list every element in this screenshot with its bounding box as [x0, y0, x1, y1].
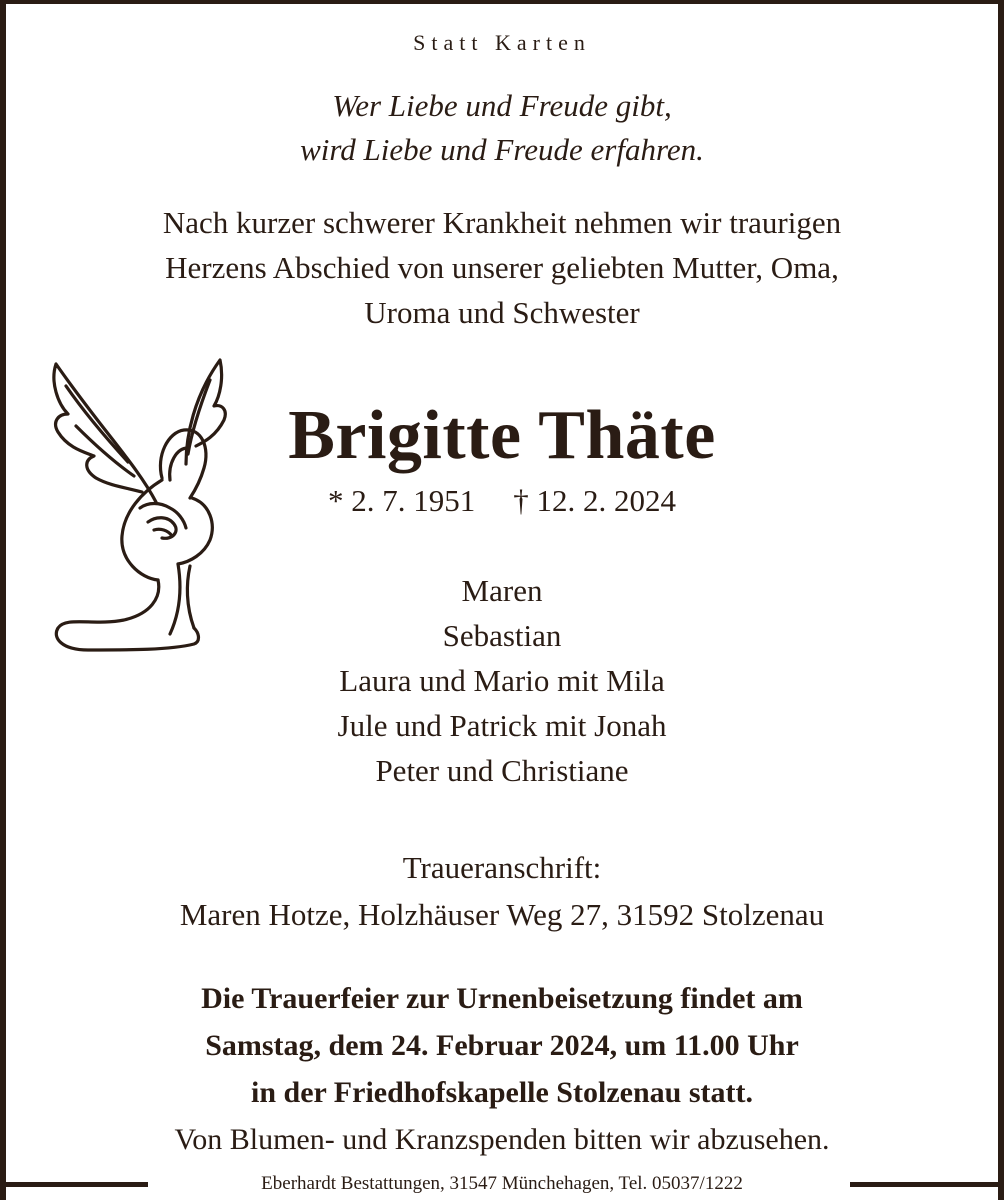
intro-line: Uroma und Schwester [364, 295, 640, 330]
motto [0, 84, 1004, 172]
address-label: Traueranschrift: [402, 850, 602, 885]
intro-line: Nach kurzer schwerer Krankheit nehmen wir traurigen [162, 205, 842, 240]
funeral-home-footer [0, 1170, 1004, 1198]
motto-line: wird Liebe und Freude erfahren. [300, 132, 704, 167]
mourning-address: Maren Hotze, Holzhäuser Weg 27, 31592 Stolzenau [179, 897, 825, 932]
death-date: † 12. 2. 2024 [513, 483, 676, 518]
family-member: Maren [461, 573, 543, 608]
deceased-name: Brigitte Thäte [288, 397, 716, 474]
motto-line: Wer Liebe und Freude gibt, [332, 88, 672, 123]
header-statt-karten: Statt Karten [413, 30, 591, 55]
ceremony-line: Samstag, dem 24. Februar 2024, um 11.00 Uhr [205, 1029, 799, 1062]
family-member: Peter und Christiane [375, 753, 629, 788]
intro-line: Herzens Abschied von unserer geliebten Mutter, Oma, [165, 250, 839, 285]
flowers-request: Von Blumen- und Kranzspenden bitten wir abzusehen. [174, 1123, 830, 1156]
ceremony-details [0, 975, 1004, 1116]
family-member: Jule und Patrick mit Jonah [337, 708, 667, 743]
ceremony-line: Die Trauerfeier zur Urnenbeisetzung findet am [201, 982, 803, 1015]
ceremony-line: in der Friedhofskapelle Stolzenau statt. [251, 1076, 753, 1109]
birth-date: * 2. 7. 1951 [328, 483, 476, 518]
family-list [0, 568, 1004, 793]
family-member: Laura und Mario mit Mila [339, 663, 665, 698]
intro-text [0, 200, 1004, 335]
family-member: Sebastian [442, 618, 562, 653]
footer-text: Eberhardt Bestattungen, 31547 Münchehagen, Tel. 05037/1222 [255, 1173, 749, 1194]
life-dates [0, 481, 1004, 521]
